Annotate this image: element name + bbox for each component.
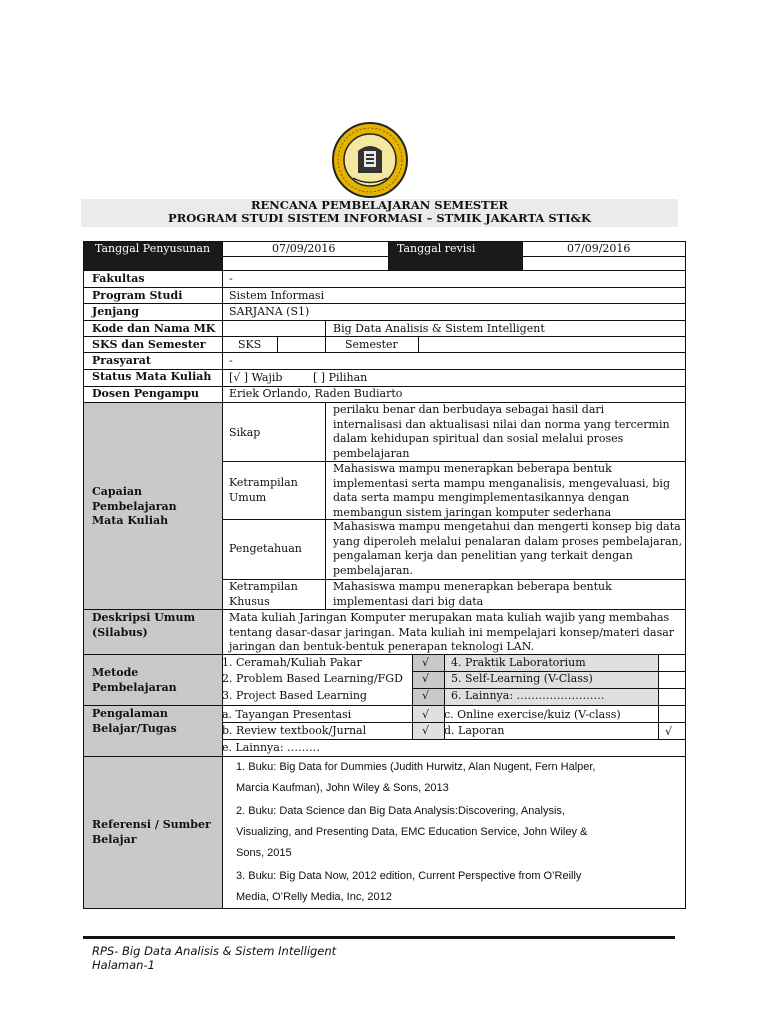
- metode-item-4: 4. Praktik Laboratorium: [451, 656, 586, 669]
- prasyarat-label: Prasyarat: [92, 354, 151, 367]
- ketrampilan-khusus-label: Ketrampilan Khusus: [229, 580, 298, 608]
- prasyarat-value: -: [229, 354, 233, 367]
- ketrampilan-khusus-text: Mahasiswa mampu menerapkan beberapa bentuk implementasi dari big data: [333, 580, 612, 608]
- sikap-text: perilaku benar dan berbudaya sebagai hasil dari internalisasi dan aktualisasi nilai dan norma yang tercermin dalam kehidupan spiritual dan sosial melalui proses pembelajaran: [333, 403, 670, 460]
- capaian-label: Capaian Pembelajaran Mata Kuliah: [92, 485, 177, 527]
- pengalaman-item-c: c. Online exercise/kuiz (V-class): [444, 708, 621, 721]
- metode-item-6: 6. Lainnya: ……………………: [451, 689, 605, 702]
- reference-line: 1. Buku: Big Data for Dummies (Judith Hurwitz, Alan Nugent, Fern Halper,: [236, 761, 596, 773]
- check-icon: √: [422, 656, 430, 669]
- document-title: RENCANA PEMBELAJARAN SEMESTER: [250, 198, 509, 212]
- sks-label: SKS dan Semester: [92, 338, 206, 351]
- pengetahuan-label: Pengetahuan: [229, 542, 302, 555]
- kode-label: Kode dan Nama MK: [92, 322, 216, 335]
- pengalaman-item-e: e. Lainnya: ………: [222, 741, 321, 754]
- sikap-label: Sikap: [229, 426, 261, 439]
- check-icon: √: [422, 708, 430, 721]
- program-title: PROGRAM STUDI SISTEM INFORMASI – STMIK JAKARTA STI&K: [168, 211, 591, 225]
- metode-item-2: 2. Problem Based Learning/FGD: [222, 672, 403, 685]
- dosen-label: Dosen Pengampu: [92, 387, 200, 400]
- reference-line: Media, O’Relly Media, Inc, 2012: [236, 891, 392, 903]
- document-header: [81, 199, 678, 227]
- reference-line: 2. Buku: Data Science dan Big Data Analysis:Discovering, Analysis,: [236, 805, 565, 817]
- referensi-list: [236, 757, 596, 908]
- reference-line: Sons, 2015: [236, 847, 292, 859]
- metode-item-1: 1. Ceramah/Kuliah Pakar: [222, 656, 362, 669]
- pengalaman-label: Pengalaman Belajar/Tugas: [92, 707, 177, 735]
- footer-divider: [83, 936, 675, 939]
- semester-value: Semester: [345, 338, 398, 351]
- check-icon: √: [422, 672, 430, 685]
- footer-page: Halaman-1: [92, 958, 155, 972]
- reference-line: Visualizing, and Presenting Data, EMC Education Service, John Wiley &: [236, 826, 588, 838]
- deskripsi-label: Deskripsi Umum (Silabus): [92, 611, 196, 639]
- tanggal-penyusunan-value: 07/09/2016: [272, 242, 336, 255]
- check-icon: √: [665, 725, 673, 738]
- prodi-value: Sistem Informasi: [229, 289, 325, 302]
- footer-course: RPS- Big Data Analisis & Sistem Intelligent: [92, 944, 337, 958]
- referensi-label: Referensi / Sumber Belajar: [92, 818, 211, 846]
- pengalaman-item-b: b. Review textbook/Jurnal: [222, 724, 367, 737]
- pengalaman-item-d: d. Laporan: [444, 724, 505, 737]
- status-wajib: [√ ] Wajib: [229, 371, 283, 384]
- page-footer: [92, 944, 336, 972]
- deskripsi-text: Mata kuliah Jaringan Komputer merupakan mata kuliah wajib yang membahas tentang dasar-dasar jaringan. Mata kuliah ini mempelajari konsep/materi dasar jaringan dan bentuk-bentuk penerapan teknologi LAN.: [229, 611, 675, 653]
- metode-label: Metode Pembelajaran: [92, 666, 177, 694]
- check-icon: √: [422, 724, 430, 737]
- tanggal-penyusunan-label: Tanggal Penyusunan: [95, 242, 211, 255]
- metode-item-3: 3. Project Based Learning: [222, 689, 367, 702]
- kode-value: Big Data Analisis & Sistem Intelligent: [333, 322, 545, 335]
- jenjang-label: Jenjang: [92, 305, 139, 318]
- dosen-value: Eriek Orlando, Raden Budiarto: [229, 387, 403, 400]
- tanggal-revisi-label: Tanggal revisi: [397, 242, 476, 255]
- pengalaman-item-a: a. Tayangan Presentasi: [222, 708, 352, 721]
- reference-line: Marcia Kaufman), John Wiley & Sons, 2013: [236, 782, 449, 794]
- metode-item-5: 5. Self-Learning (V-Class): [451, 672, 593, 685]
- reference-line: 3. Buku: Big Data Now, 2012 edition, Current Perspective from O’Reilly: [236, 870, 582, 882]
- jenjang-value: SARJANA (S1): [229, 305, 310, 318]
- status-pilihan: [ ] Pilihan: [313, 371, 368, 384]
- ketrampilan-umum-text: Mahasiswa mampu menerapkan beberapa bentuk implementasi serta mampu menganalisis, mengevaluasi, big data serta mampu mengimplementasikannya dengan membangun sistem jaringan komputer sederhana: [333, 462, 670, 519]
- check-icon: √: [422, 689, 430, 702]
- sks-value: SKS: [238, 338, 262, 351]
- pengetahuan-text: Mahasiswa mampu mengetahui dan mengerti konsep big data yang diperoleh melalui penalaran dalam proses pembelajaran, pengalaman kerja dan penelitian yang terkait dengan pembelajaran.: [333, 520, 683, 577]
- prodi-label: Program Studi: [92, 289, 183, 302]
- fakultas-value: -: [229, 272, 233, 285]
- status-label: Status Mata Kuliah: [92, 370, 212, 383]
- tanggal-revisi-value: 07/09/2016: [567, 242, 631, 255]
- fakultas-label: Fakultas: [92, 272, 145, 285]
- institution-seal-icon: [331, 121, 409, 199]
- ketrampilan-umum-label: Ketrampilan Umum: [229, 476, 298, 504]
